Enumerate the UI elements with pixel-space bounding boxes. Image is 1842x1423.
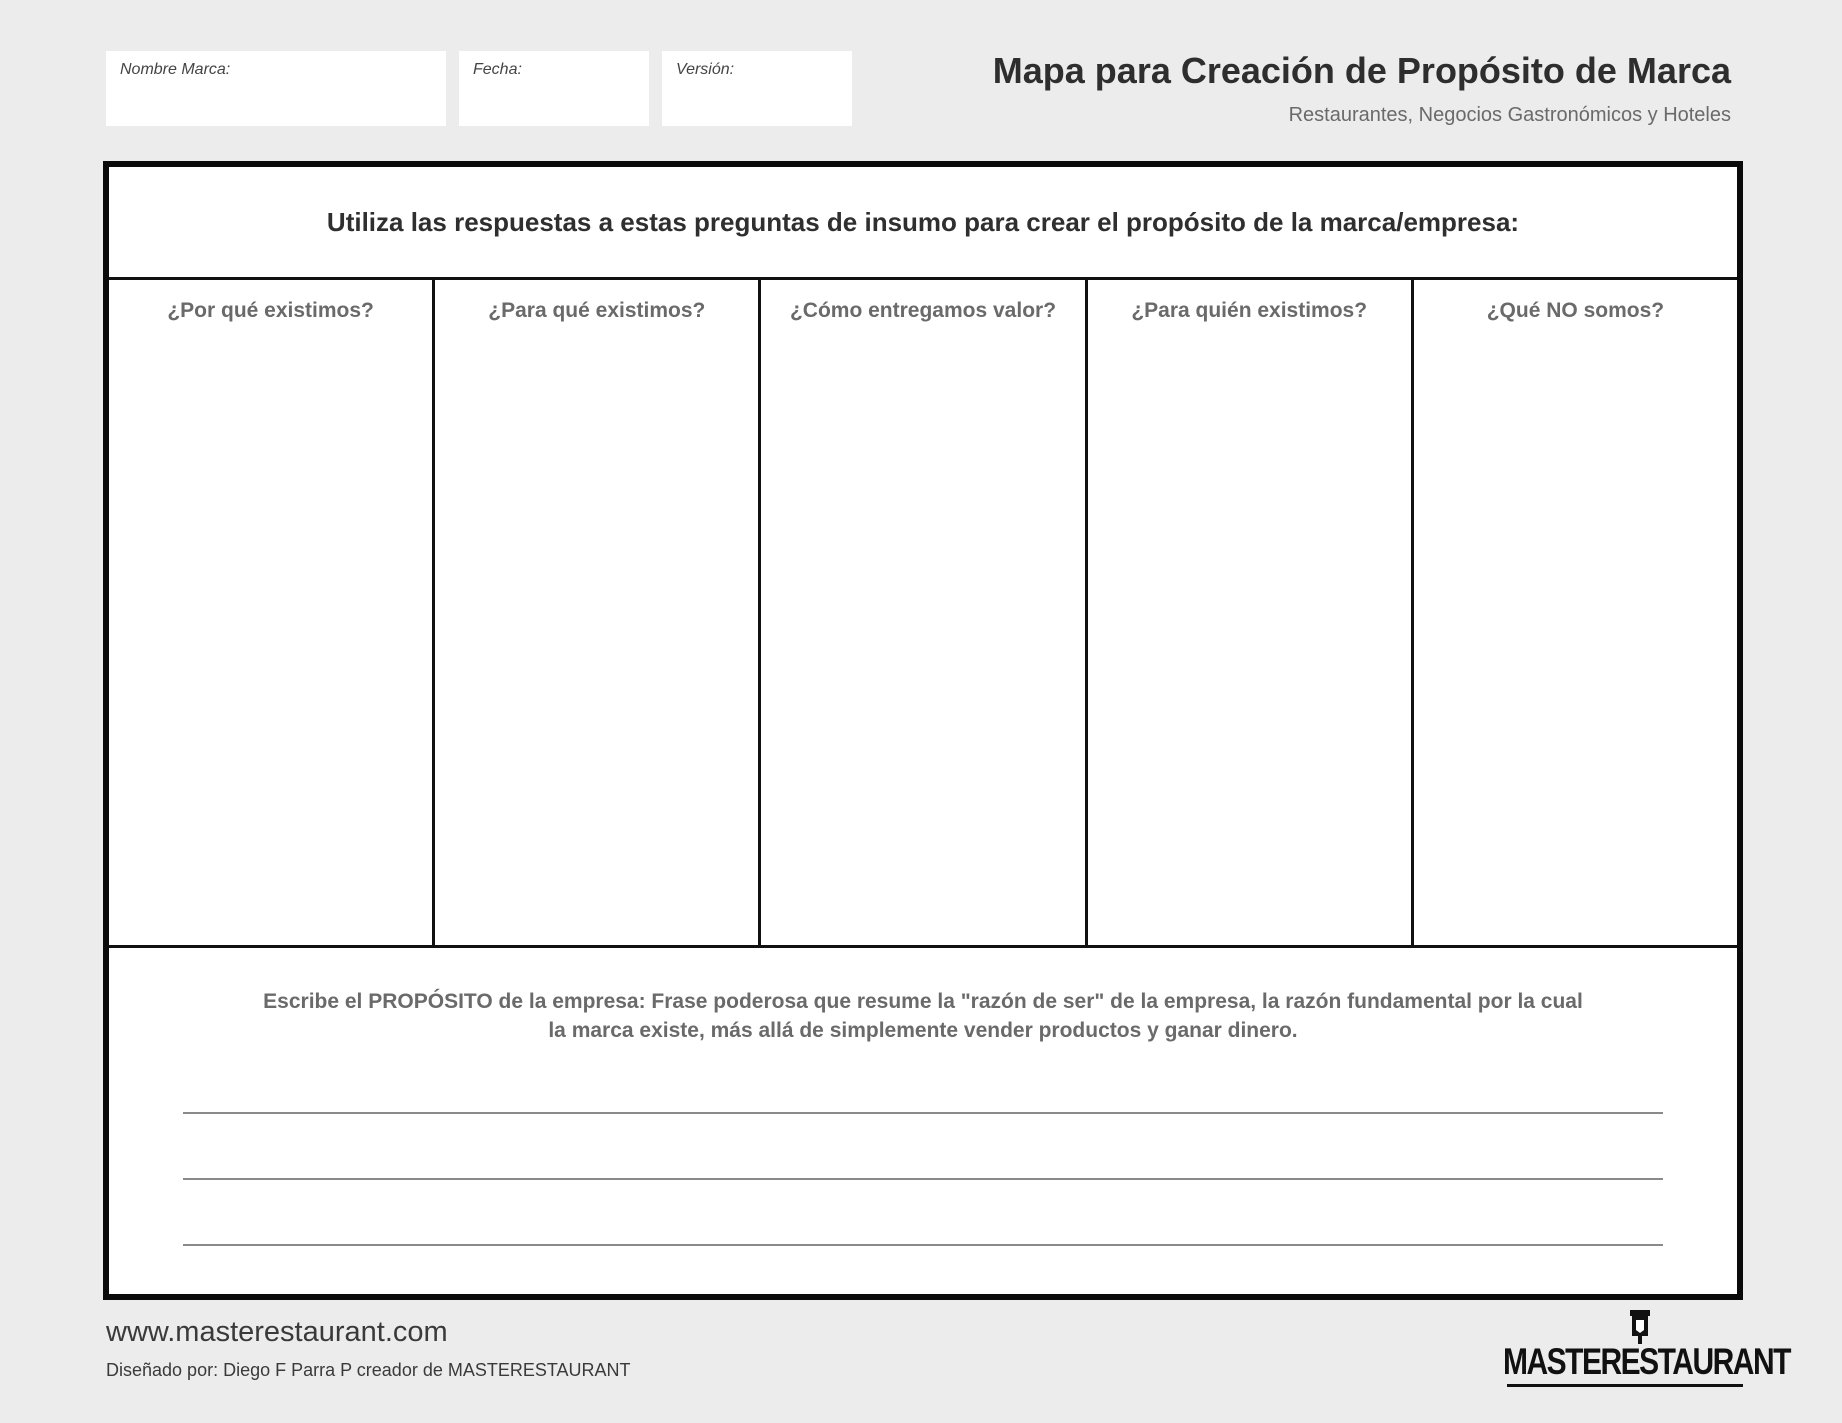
page-subtitle: Restaurantes, Negocios Gastronómicos y Hoteles [1288,104,1731,126]
column-heading-why-exist: ¿Por qué existimos? [167,299,374,322]
version-field[interactable] [662,51,852,126]
purpose-prompt-line-1: Escribe el PROPÓSITO de la empresa: Frase poderosa que resume la "razón de ser" de la empresa, la razón fundamental por la cual [263,990,1583,1013]
purpose-canvas [103,161,1743,1300]
instruction-row [109,167,1737,280]
logo-wordmark: MASTERESTAURANT [1503,1341,1790,1383]
date-label: Fecha: [473,61,522,78]
version-label: Versión: [676,61,735,78]
column-heading-how-deliver-value: ¿Cómo entregamos valor? [789,299,1057,322]
date-field[interactable] [459,51,649,126]
column-for-whom[interactable] [1088,277,1414,945]
logo-underline [1507,1384,1743,1387]
masterestaurant-logo [1503,1310,1790,1384]
column-heading-what-we-are-not: ¿Qué NO somos? [1486,299,1665,322]
purpose-write-line-1[interactable] [183,1112,1663,1114]
page-title: Mapa para Creación de Propósito de Marca [992,50,1731,91]
instruction-text: Utiliza las respuestas a estas preguntas de insumo para crear el propósito de la marca/empresa: [326,206,1520,237]
footer-website-link[interactable]: www.masterestaurant.com [106,1316,448,1348]
column-heading-what-for: ¿Para qué existimos? [488,299,706,322]
chef-hat-icon [1629,1310,1651,1344]
column-what-we-are-not[interactable] [1414,277,1737,945]
purpose-prompt [189,987,1657,1045]
purpose-prompt-line-2: la marca existe, más allá de simplemente vender productos y ganar dinero. [548,1019,1298,1042]
question-columns [109,277,1737,948]
footer-credit: Diseñado por: Diego F Parra P creador de MASTERESTAURANT [106,1360,631,1380]
purpose-write-line-3[interactable] [183,1244,1663,1246]
purpose-write-line-2[interactable] [183,1178,1663,1180]
brand-name-label: Nombre Marca: [120,61,231,78]
column-what-for[interactable] [435,277,761,945]
brand-name-field[interactable] [106,51,446,126]
column-heading-for-whom: ¿Para quién existimos? [1131,299,1368,322]
column-how-deliver-value[interactable] [761,277,1087,945]
purpose-section [109,969,1737,1294]
column-why-exist[interactable] [109,277,435,945]
